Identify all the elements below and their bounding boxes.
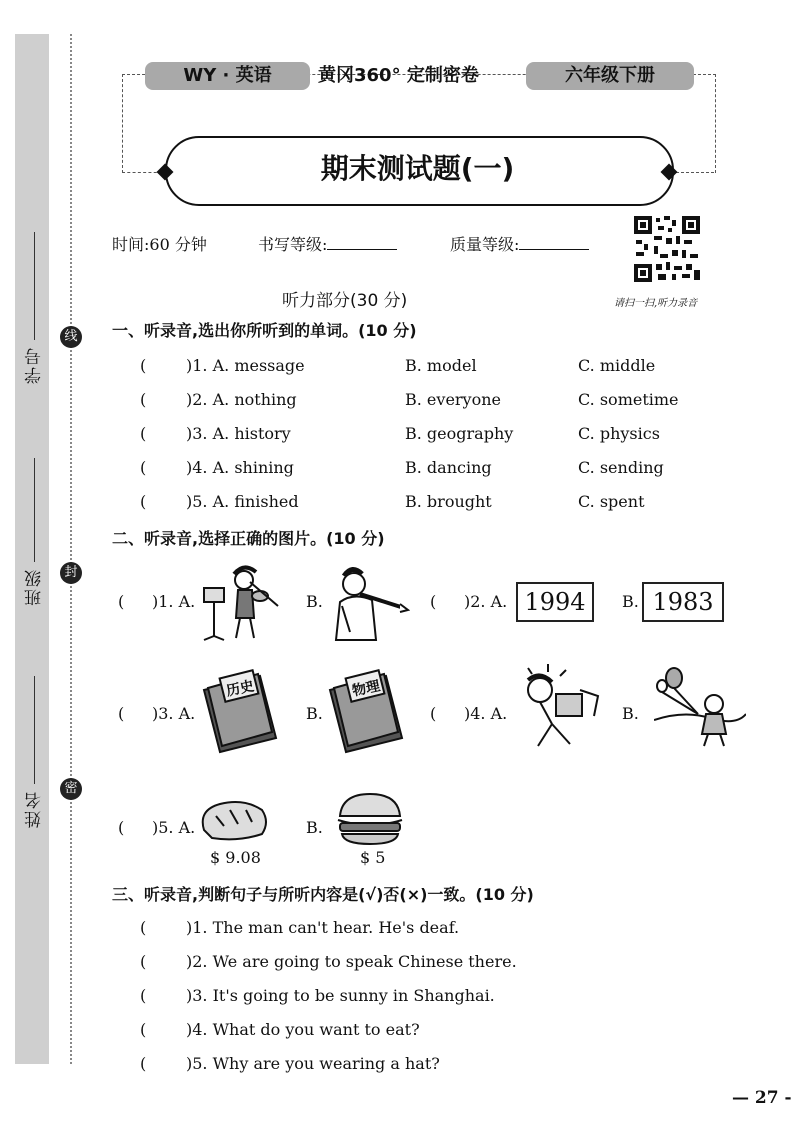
writing-grade-label: 书写等级:	[258, 235, 328, 254]
qr-code-icon[interactable]	[634, 216, 700, 282]
exam-title: 期末测试题(一)	[320, 152, 515, 185]
listening-heading: 听力部分(30 分)	[282, 291, 408, 311]
girl-with-balloons-icon[interactable]	[654, 664, 746, 748]
stumbling-boy-icon[interactable]	[518, 660, 610, 752]
answer-paren[interactable]: (	[118, 592, 125, 611]
writing-grade	[258, 232, 397, 255]
option-a: )5. A. finished	[186, 492, 299, 511]
option-b: B. model	[405, 356, 477, 375]
answer-paren[interactable]: (	[140, 1020, 147, 1039]
option-c: C. spent	[578, 492, 645, 511]
hamburger-icon[interactable]	[334, 790, 406, 848]
header-frame-right	[676, 172, 714, 173]
section2-heading: 二、听录音,选择正确的图片。(10 分)	[112, 529, 385, 548]
seal-mark-line: 线	[60, 326, 82, 348]
option-b: B. brought	[405, 492, 492, 511]
book-label-history: 历史	[224, 678, 256, 700]
q2-option-b: B.	[622, 592, 639, 611]
option-b: B. everyone	[405, 390, 501, 409]
q2-option-a: )2. A.	[464, 592, 508, 611]
answer-paren[interactable]: (	[140, 424, 147, 443]
seal-mark-seal: 封	[60, 562, 82, 584]
answer-paren[interactable]: (	[140, 952, 147, 971]
time-limit: 时间:60 分钟	[112, 235, 207, 254]
option-c: C. sending	[578, 458, 664, 477]
series-title: 黄冈360° 定制密卷	[318, 65, 479, 86]
page-number: — 27 -	[732, 1088, 792, 1108]
q4-option-b: B.	[622, 704, 639, 723]
q1-option-a: )1. A.	[152, 592, 196, 611]
section3-heading: 三、听录音,判断句子与所听内容是(√)否(×)一致。(10 分)	[112, 885, 534, 904]
book-label-physics: 物理	[350, 678, 382, 700]
q3-option-a: )3. A.	[152, 704, 196, 723]
option-b: B. dancing	[405, 458, 492, 477]
seal-dotted-line	[70, 34, 72, 1064]
answer-paren[interactable]: (	[140, 492, 147, 511]
subject-pill: WY · 英语	[145, 62, 310, 90]
option-c: C. sometime	[578, 390, 679, 409]
option-a: )1. A. message	[186, 356, 305, 375]
grade-pill: 六年级下册	[526, 62, 694, 90]
option-c: C. middle	[578, 356, 656, 375]
option-a: )4. A. shining	[186, 458, 294, 477]
flute-player-icon[interactable]	[330, 562, 410, 642]
qr-caption: 请扫一扫,听力录音	[614, 298, 698, 309]
class-field[interactable]	[34, 458, 35, 562]
price-hamburger: $ 5	[360, 848, 386, 867]
option-a: )3. A. history	[186, 424, 291, 443]
year-1983[interactable]: 1983	[642, 582, 724, 622]
seal-mark-secret: 密	[60, 778, 82, 800]
answer-paren[interactable]: (	[140, 1054, 147, 1073]
answer-paren[interactable]: (	[118, 818, 125, 837]
name-label: 姓名	[25, 790, 45, 828]
answer-paren[interactable]: (	[118, 704, 125, 723]
bread-icon[interactable]	[198, 796, 270, 844]
q5-option-b: B.	[306, 818, 323, 837]
q4-option-a: )4. A.	[464, 704, 508, 723]
option-a: )2. A. nothing	[186, 390, 297, 409]
name-field[interactable]	[34, 676, 35, 784]
sentence-item: )4. What do you want to eat?	[186, 1020, 420, 1039]
violin-player-icon[interactable]	[200, 562, 282, 642]
sentence-item: )3. It's going to be sunny in Shanghai.	[186, 986, 495, 1005]
answer-paren[interactable]: (	[140, 918, 147, 937]
price-bread: $ 9.08	[210, 848, 261, 867]
quality-grade-label: 质量等级:	[450, 235, 520, 254]
answer-paren[interactable]: (	[140, 390, 147, 409]
student-id-label: 学号	[25, 346, 45, 384]
answer-paren[interactable]: (	[140, 356, 147, 375]
answer-paren[interactable]: (	[140, 458, 147, 477]
sentence-item: )2. We are going to speak Chinese there.	[186, 952, 517, 971]
quality-grade-blank[interactable]	[519, 235, 589, 250]
option-b: B. geography	[405, 424, 514, 443]
class-label: 班级	[25, 568, 45, 606]
q3-option-b: B.	[306, 704, 323, 723]
year-1994[interactable]: 1994	[516, 582, 594, 622]
sentence-item: )1. The man can't hear. He's deaf.	[186, 918, 460, 937]
q1-option-b: B.	[306, 592, 323, 611]
sentence-item: )5. Why are you wearing a hat?	[186, 1054, 440, 1073]
answer-paren[interactable]: (	[430, 592, 437, 611]
writing-grade-blank[interactable]	[327, 235, 397, 250]
binding-margin	[15, 34, 49, 1064]
section1-heading: 一、听录音,选出你所听到的单词。(10 分)	[112, 321, 417, 340]
answer-paren[interactable]: (	[140, 986, 147, 1005]
answer-paren[interactable]: (	[430, 704, 437, 723]
option-c: C. physics	[578, 424, 660, 443]
student-id-field[interactable]	[34, 232, 35, 340]
quality-grade	[450, 232, 589, 255]
q5-option-a: )5. A.	[152, 818, 196, 837]
